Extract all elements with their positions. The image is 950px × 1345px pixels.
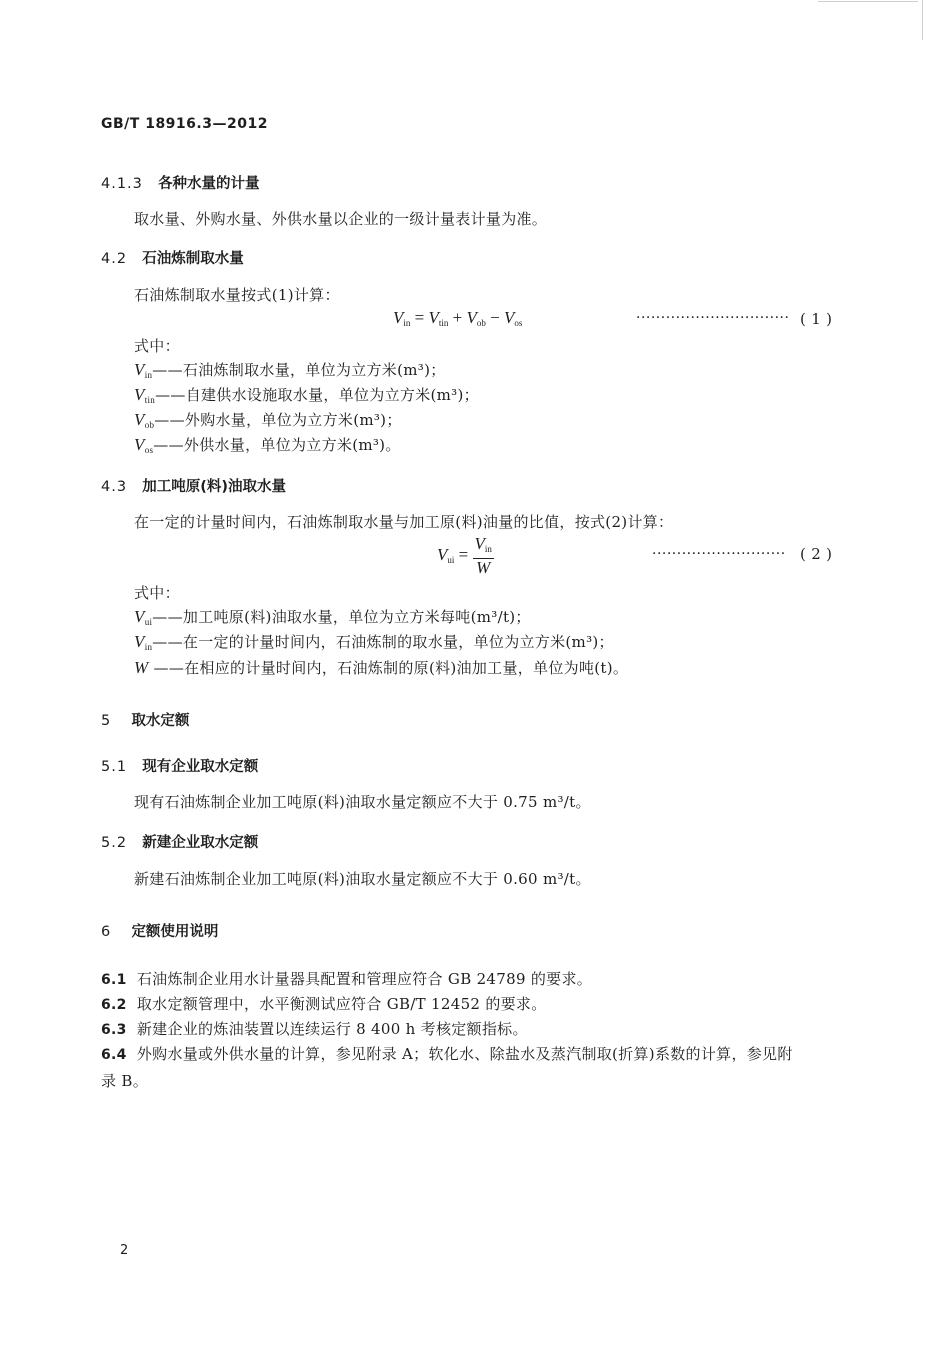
section-heading-5 xyxy=(101,709,189,730)
def-var: V xyxy=(134,607,145,626)
list-item-continuation: 录 B。 xyxy=(101,1072,148,1090)
where-label: 式中： xyxy=(134,584,180,602)
definition-row xyxy=(134,359,446,380)
standard-number-header: GB/T 18916.3—2012 xyxy=(101,116,268,132)
def-var: V xyxy=(134,360,145,379)
section-title: 石油炼制取水量 xyxy=(142,251,244,267)
def-var: V xyxy=(134,385,145,404)
equation-number: ( 2 ) xyxy=(800,545,833,563)
where-label: 式中： xyxy=(134,337,180,355)
section-heading-4-1-3 xyxy=(101,172,260,193)
scan-edge-line xyxy=(818,1,918,2)
section-title: 定额使用说明 xyxy=(131,924,219,940)
list-item xyxy=(101,1018,528,1039)
section-title: 取水定额 xyxy=(131,713,190,729)
def-text: ——外供水量，单位为立方米(m³)。 xyxy=(153,436,401,454)
section-number: 5 xyxy=(101,713,112,729)
def-var: W xyxy=(134,658,149,677)
section-heading-4-2 xyxy=(101,247,244,268)
section-number: 5.1 xyxy=(101,759,128,775)
definition-row xyxy=(134,409,402,430)
paragraph: 新建石油炼制企业加工吨原(料)油取水量定额应不大于 0.60 m³/t。 xyxy=(134,870,591,888)
def-sub: os xyxy=(144,445,154,455)
formula-op: + xyxy=(448,308,467,327)
def-var: V xyxy=(134,435,145,454)
paragraph: 石油炼制取水量按式(1)计算： xyxy=(134,286,340,304)
formula-var: W xyxy=(476,558,491,577)
section-number: 4.1.3 xyxy=(101,176,143,192)
item-text: 取水定额管理中，水平衡测试应符合 GB/T 12452 的要求。 xyxy=(136,995,547,1013)
def-text: ——石油炼制取水量，单位为立方米(m³)； xyxy=(152,361,446,379)
paragraph: 在一定的计量时间内，石油炼制取水量与加工原(料)油量的比值，按式(2)计算： xyxy=(134,513,674,531)
section-number: 6 xyxy=(101,924,112,940)
item-number: 6.2 xyxy=(101,997,127,1013)
paragraph: 取水量、外购水量、外供水量以企业的一级计量表计量为准。 xyxy=(134,210,548,228)
formula-var: V xyxy=(437,544,448,564)
item-text: 石油炼制企业用水计量器具配置和管理应符合 GB 24789 的要求。 xyxy=(136,970,593,988)
paragraph: 现有石油炼制企业加工吨原(料)油取水量定额应不大于 0.75 m³/t。 xyxy=(134,793,591,811)
definition-row xyxy=(134,631,614,652)
def-text: ——在相应的计量时间内，石油炼制的原(料)油加工量，单位为吨(t)。 xyxy=(148,659,629,677)
list-item xyxy=(101,1043,793,1064)
definition-row xyxy=(134,606,531,627)
formula-op: − xyxy=(485,308,504,327)
section-heading-5-2 xyxy=(101,831,258,852)
section-number: 4.3 xyxy=(101,479,128,495)
scan-edge-line xyxy=(922,0,923,40)
section-title: 各种水量的计量 xyxy=(158,176,260,192)
formula-var: V xyxy=(393,308,404,327)
formula-1 xyxy=(393,308,522,328)
section-title: 加工吨原(料)油取水量 xyxy=(142,479,286,495)
def-text: ——自建供水设施取水量，单位为立方米(m³)； xyxy=(155,386,479,404)
formula-sub: tin xyxy=(438,318,449,328)
list-item xyxy=(101,993,547,1014)
item-text: 外购水量或外供水量的计算，参见附录 A；软化水、除盐水及蒸汽制取(折算)系数的计算，参见附 xyxy=(136,1045,793,1063)
formula-fraction xyxy=(473,535,494,577)
formula-sub: in xyxy=(484,544,492,554)
item-number: 6.3 xyxy=(101,1022,127,1038)
equation-leader-dots: ··························· xyxy=(652,546,786,562)
equation-leader-dots: ······························· xyxy=(636,310,790,326)
equation-number: ( 1 ) xyxy=(800,310,833,328)
def-sub: ob xyxy=(144,420,155,430)
section-title: 现有企业取水定额 xyxy=(142,759,259,775)
formula-sub: ob xyxy=(476,318,486,328)
definition-row xyxy=(134,657,628,678)
formula-var: V xyxy=(474,534,485,553)
section-heading-6 xyxy=(101,920,218,941)
list-item xyxy=(101,968,592,989)
definition-row xyxy=(134,384,479,405)
section-title: 新建企业取水定额 xyxy=(142,835,259,851)
def-sub: ui xyxy=(144,617,153,627)
def-var: V xyxy=(134,632,145,651)
section-heading-5-1 xyxy=(101,755,258,776)
formula-2 xyxy=(437,535,494,577)
section-number: 5.2 xyxy=(101,835,128,851)
formula-var: V xyxy=(466,308,477,327)
formula-var: V xyxy=(503,308,515,327)
def-text: ——加工吨原(料)油取水量，单位为立方米每吨(m³/t)； xyxy=(152,608,531,626)
definition-row xyxy=(134,434,401,455)
formula-sub: in xyxy=(403,318,411,328)
def-sub: in xyxy=(144,642,153,652)
formula-var: V xyxy=(428,308,439,327)
def-sub: tin xyxy=(144,395,156,405)
formula-op: = xyxy=(454,544,473,564)
item-text: 新建企业的炼油装置以连续运行 8 400 h 考核定额指标。 xyxy=(136,1020,528,1038)
section-heading-4-3 xyxy=(101,475,286,496)
section-number: 4.2 xyxy=(101,251,128,267)
page-number: 2 xyxy=(120,1243,129,1258)
def-var: V xyxy=(134,410,145,429)
formula-op: = xyxy=(410,308,429,327)
formula-sub: os xyxy=(514,318,523,328)
def-text: ——外购水量，单位为立方米(m³)； xyxy=(154,411,402,429)
def-sub: in xyxy=(144,370,153,380)
item-number: 6.1 xyxy=(101,972,127,988)
def-text: ——在一定的计量时间内，石油炼制的取水量，单位为立方米(m³)； xyxy=(152,633,614,651)
item-number: 6.4 xyxy=(101,1047,127,1063)
formula-sub: ui xyxy=(447,554,455,565)
